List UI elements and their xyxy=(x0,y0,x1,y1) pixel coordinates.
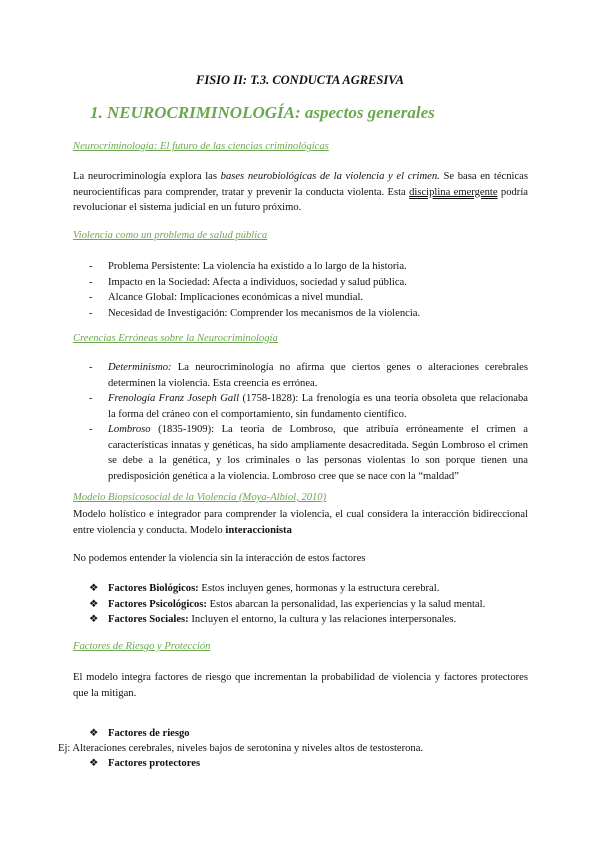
document-title: FISIO II: T.3. CONDUCTA AGRESIVA xyxy=(196,73,404,87)
list-salud-publica xyxy=(73,259,528,321)
list-item: - Frenología Franz Joseph Gall (1758-1828): La frenología es una teoría obsoleta que relacionaba la forma del cráneo con el comportamiento, sin fundamento científico. xyxy=(73,391,528,422)
list-item: - Problema Persistente: La violencia ha existido a lo largo de la historia. xyxy=(73,259,528,275)
diamond-bullet-icon: ❖ xyxy=(89,728,99,739)
list-item: ❖ Factores Sociales: Incluyen el entorno, la cultura y las relaciones interpersonales. xyxy=(73,612,528,628)
section-title-neurocriminologia: Neurocriminología: El futuro de las ciencias criminológicas xyxy=(73,141,329,152)
list-factores xyxy=(73,581,528,628)
section-title-factores-riesgo: Factores de Riesgo y Protección xyxy=(73,641,211,652)
list-item: - Impacto en la Sociedad: Afecta a individuos, sociedad y salud pública. xyxy=(73,275,528,291)
paragraph-factores-riesgo: El modelo integra factores de riesgo que incrementan la probabilidad de violencia y factores protectores que la mitigan. xyxy=(73,672,528,699)
paragraph-factores-intro: No podemos entender la violencia sin la interacción de estos factores xyxy=(73,553,366,564)
list-protectores xyxy=(73,756,528,772)
section-heading: 1. NEUROCRIMINOLOGÍA: aspectos generales xyxy=(90,103,435,122)
list-item: ❖ Factores de riesgo xyxy=(73,726,528,742)
diamond-bullet-icon: ❖ xyxy=(89,598,99,610)
diamond-bullet-icon: ❖ xyxy=(89,758,99,769)
list-item: - Determinismo: La neurocriminología no afirma que ciertos genes o alteraciones cerebrales determinen la violencia. Esta creencia es errónea. xyxy=(73,360,528,391)
section-title-salud-publica: Violencia como un problema de salud pública xyxy=(73,230,268,241)
list-item: - Alcance Global: Implicaciones económicas a nivel mundial. xyxy=(73,290,528,306)
list-item: - Lombroso (1835-1909): La teoría de Lombroso, que atribuía erróneamente el crimen a características innatas y genéticas, ha sido ampliamente desacreditada. Según Lombroso el crimen se debe a la genética, y los criminales o las personas violentas lo son porque tienen una predisposición genética a la violencia. Lombroso cree que se nace con la “maldad” xyxy=(73,422,528,484)
section-title-modelo-biopsicosocial: Modelo Biopsicosocial de la Violencia (Moya-Albiol, 2010) xyxy=(73,492,327,503)
risk-example: Ej: Alteraciones cerebrales, niveles bajos de serotonina y niveles altos de testosterona. xyxy=(58,743,424,754)
list-item: ❖ Factores Biológicos: Estos incluyen genes, hormonas y la estructura cerebral. xyxy=(73,581,528,597)
list-creencias xyxy=(73,360,528,484)
list-item: ❖ Factores protectores xyxy=(73,756,528,772)
diamond-bullet-icon: ❖ xyxy=(89,583,99,594)
underlined-term: disciplina emergente xyxy=(409,186,498,198)
list-item: - Necesidad de Investigación: Comprender los mecanismos de la violencia. xyxy=(73,306,528,322)
list-item: ❖ Factores Psicológicos: Estos abarcan la personalidad, las experiencias y la salud mental. xyxy=(73,597,528,613)
paragraph-neurocriminologia: La neurocriminología explora las bases neurobiológicas de la violencia y el crimen. Se basa en técnicas neurocientíficas para comprender, tratar y prevenir la conducta violenta. Esta disciplina emergente podría revolucionar el sistema judicial en un futuro próximo. xyxy=(73,171,528,213)
list-riesgo xyxy=(73,726,528,742)
paragraph-modelo: Modelo holístico e integrador para comprender la violencia, el cual considera la interacción bidireccional entre violencia y conducta. Modelo interaccionista xyxy=(73,509,528,536)
diamond-bullet-icon: ❖ xyxy=(89,614,99,625)
section-title-creencias: Creencias Erróneas sobre la Neurocriminología xyxy=(73,333,278,344)
